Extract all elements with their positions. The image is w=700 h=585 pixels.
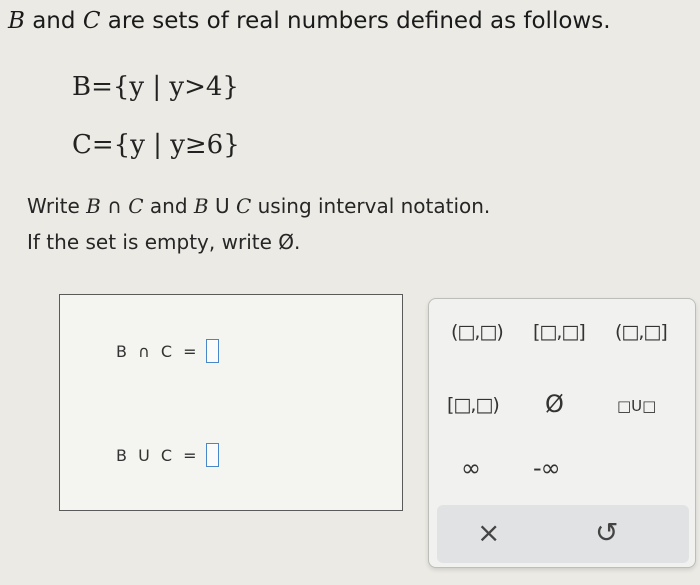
instruction-line-1 [27, 194, 490, 218]
key-open-closed-interval[interactable]: (□,□] [615, 321, 667, 343]
instr-post: using interval notation. [251, 194, 491, 218]
key-closed-open-interval[interactable]: [□,□) [447, 394, 499, 416]
key-infinity[interactable]: ∞ [461, 454, 480, 482]
intersection-input[interactable] [206, 339, 219, 363]
intersection-label: B ∩ C = [116, 341, 200, 361]
problem-statement [8, 8, 611, 34]
key-empty-set[interactable]: Ø [545, 390, 563, 418]
intro-rest: are sets of real numbers defined as follows. [100, 8, 611, 34]
set-b-symbol: B [8, 8, 25, 34]
instr-union: U [208, 194, 236, 218]
set-c-definition: C={y | y≥6} [72, 130, 240, 160]
instr-write: Write [27, 194, 87, 218]
key-union[interactable]: □U□ [617, 397, 657, 415]
clear-icon[interactable]: × [477, 516, 501, 549]
instr-c2: C [235, 194, 252, 218]
union-label: B U C = [116, 445, 200, 465]
undo-icon[interactable]: ↺ [595, 516, 619, 549]
set-b-definition: B={y | y>4} [72, 72, 239, 102]
union-input[interactable] [206, 443, 219, 467]
instr-b1: B [86, 194, 101, 218]
key-negative-infinity[interactable]: -∞ [533, 454, 560, 482]
key-closed-closed-interval[interactable]: [□,□] [533, 321, 585, 343]
instruction-line-2: If the set is empty, write Ø. [27, 230, 301, 254]
set-c-symbol: C [82, 8, 101, 34]
keypad-action-bar [437, 505, 689, 563]
instr-c1: C [128, 194, 144, 218]
instr-and: and [143, 194, 194, 218]
instr-b2: B [193, 194, 209, 218]
intersection-row [116, 339, 219, 363]
answer-panel [59, 294, 403, 511]
key-open-open-interval[interactable]: (□,□) [451, 321, 503, 343]
intro-and: and [24, 8, 83, 34]
instr-intersect: ∩ [100, 194, 129, 218]
union-row [116, 443, 219, 467]
interval-keypad [428, 298, 696, 568]
